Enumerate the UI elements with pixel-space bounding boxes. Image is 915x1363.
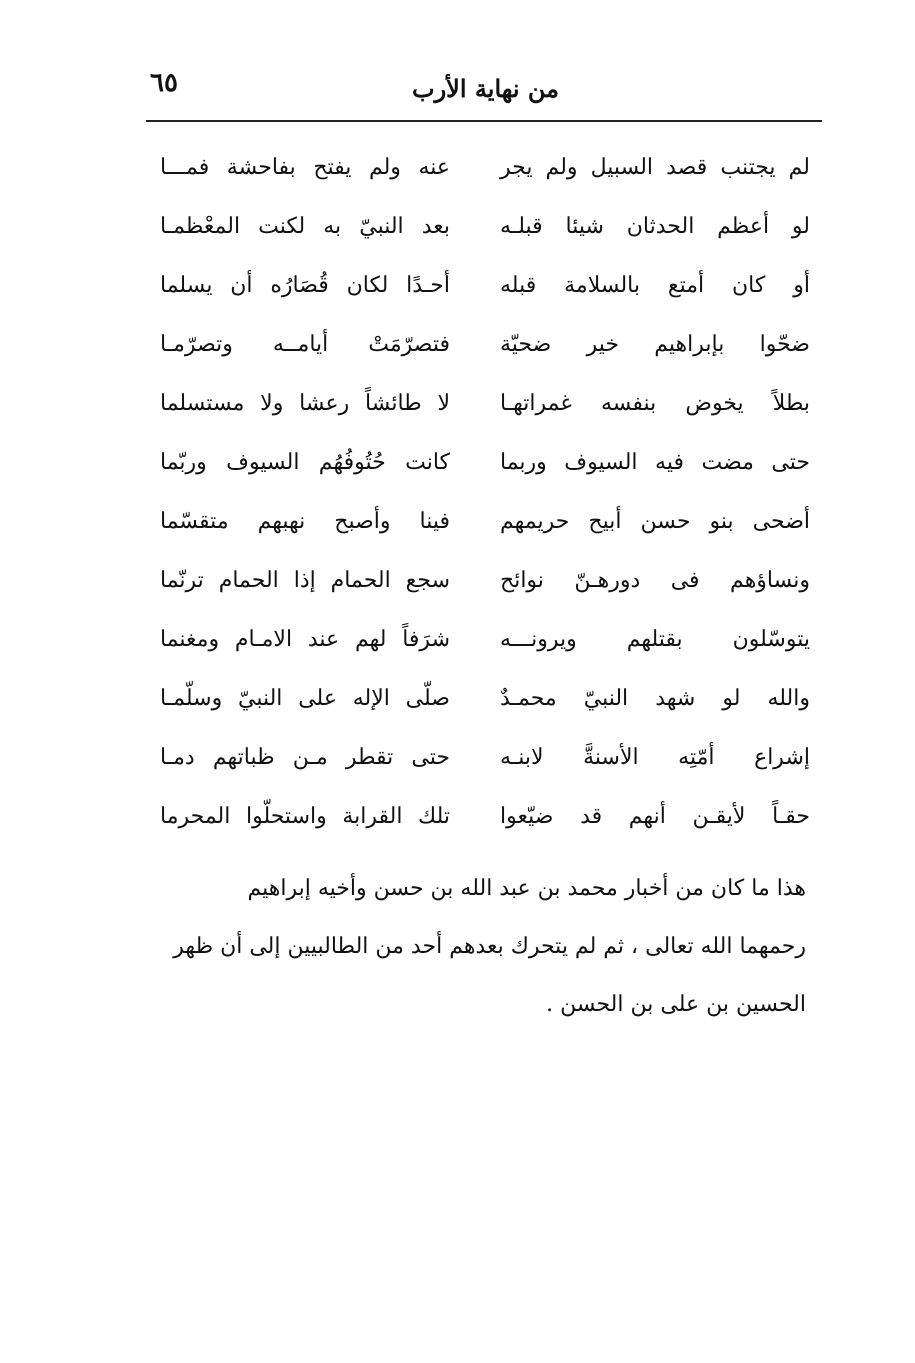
verse-second-hemistich: تلك القرابة واستحلّوا المحرما xyxy=(160,804,450,829)
verse xyxy=(150,671,822,730)
verse-first-hemistich: ونساؤهم فى دورهـنّ نوائح xyxy=(500,568,810,593)
prose-line: الحسين بن على بن الحسن . xyxy=(546,992,806,1017)
prose-line: هذا ما كان من أخبار محمد بن عبد الله بن حسن وأخيه إبراهيم xyxy=(247,876,806,901)
verse-second-hemistich: عنه ولم يفتح بفاحشة فمـــا xyxy=(160,155,450,180)
verse xyxy=(150,553,822,612)
verse-second-hemistich: لا طائشاً رعشا ولا مستسلما xyxy=(160,391,450,416)
poem xyxy=(150,140,822,848)
verse xyxy=(150,789,822,848)
header-rule xyxy=(146,120,822,122)
verse-first-hemistich: ضحّوا بإبراهيم خير ضحيّة xyxy=(500,332,810,357)
verse-first-hemistich: أو كان أمتع بالسلامة قبله xyxy=(500,273,810,298)
verse-second-hemistich: شرَفاً لهم عند الامـام ومغنما xyxy=(160,627,450,652)
verse-first-hemistich: والله لو شهد النبيّ محمـدٌ xyxy=(500,686,810,711)
verse-first-hemistich: يتوسّلون بقتلهم ويرونـــه xyxy=(500,627,810,652)
verse xyxy=(150,317,822,376)
prose-line: رحمهما الله تعالى ، ثم لم يتحرك بعدهم أحد من الطالبيين إلى أن ظهر xyxy=(173,934,806,959)
verse xyxy=(150,435,822,494)
verse-second-hemistich: فتصرّمَتْ أيامــه وتصرّمـا xyxy=(160,332,450,357)
verse-first-hemistich: إشراع أمّتِه الأسنةَّ لابنـه xyxy=(500,745,810,770)
page-header xyxy=(150,64,822,104)
verse xyxy=(150,258,822,317)
verse-second-hemistich: صلّى الإله على النبيّ وسلّمـا xyxy=(160,686,450,711)
verse-second-hemistich: فينا وأصبح نهبهم متقسّما xyxy=(160,509,450,534)
verse xyxy=(150,612,822,671)
verse-second-hemistich: بعد النبيّ به لكنت المعْظمـا xyxy=(160,214,450,239)
verse xyxy=(150,140,822,199)
verse-first-hemistich: حقـاً لأيقـن أنهم قد ضيّعوا xyxy=(500,804,810,829)
verse xyxy=(150,199,822,258)
running-title: من نهاية الأرب xyxy=(412,74,559,103)
verse-second-hemistich: حتى تقطر مـن ظباتهم دمـا xyxy=(160,745,450,770)
verse-second-hemistich: أحـدًا لكان قُصَارُه أن يسلما xyxy=(160,273,450,298)
verse xyxy=(150,376,822,435)
verse-second-hemistich: سجع الحمام إذا الحمام ترنّما xyxy=(160,568,450,593)
verse-first-hemistich: أضحى بنو حسن أبيح حريمهم xyxy=(500,509,810,534)
verse-first-hemistich: حتى مضت فيه السيوف وربما xyxy=(500,450,810,475)
page-number: ٦٥ xyxy=(150,68,178,98)
verse xyxy=(150,494,822,553)
verse-second-hemistich: كانت حُتُوفُهُم السيوف وربّما xyxy=(160,450,450,475)
verse xyxy=(150,730,822,789)
verse-first-hemistich: لم يجتنب قصد السبيل ولم يجر xyxy=(500,155,810,180)
verse-first-hemistich: بطلاً يخوض بنفسه غمراتهـا xyxy=(500,391,810,416)
prose-paragraph xyxy=(160,860,806,1034)
verse-first-hemistich: لو أعظم الحدثان شيئا قبلـه xyxy=(500,214,810,239)
